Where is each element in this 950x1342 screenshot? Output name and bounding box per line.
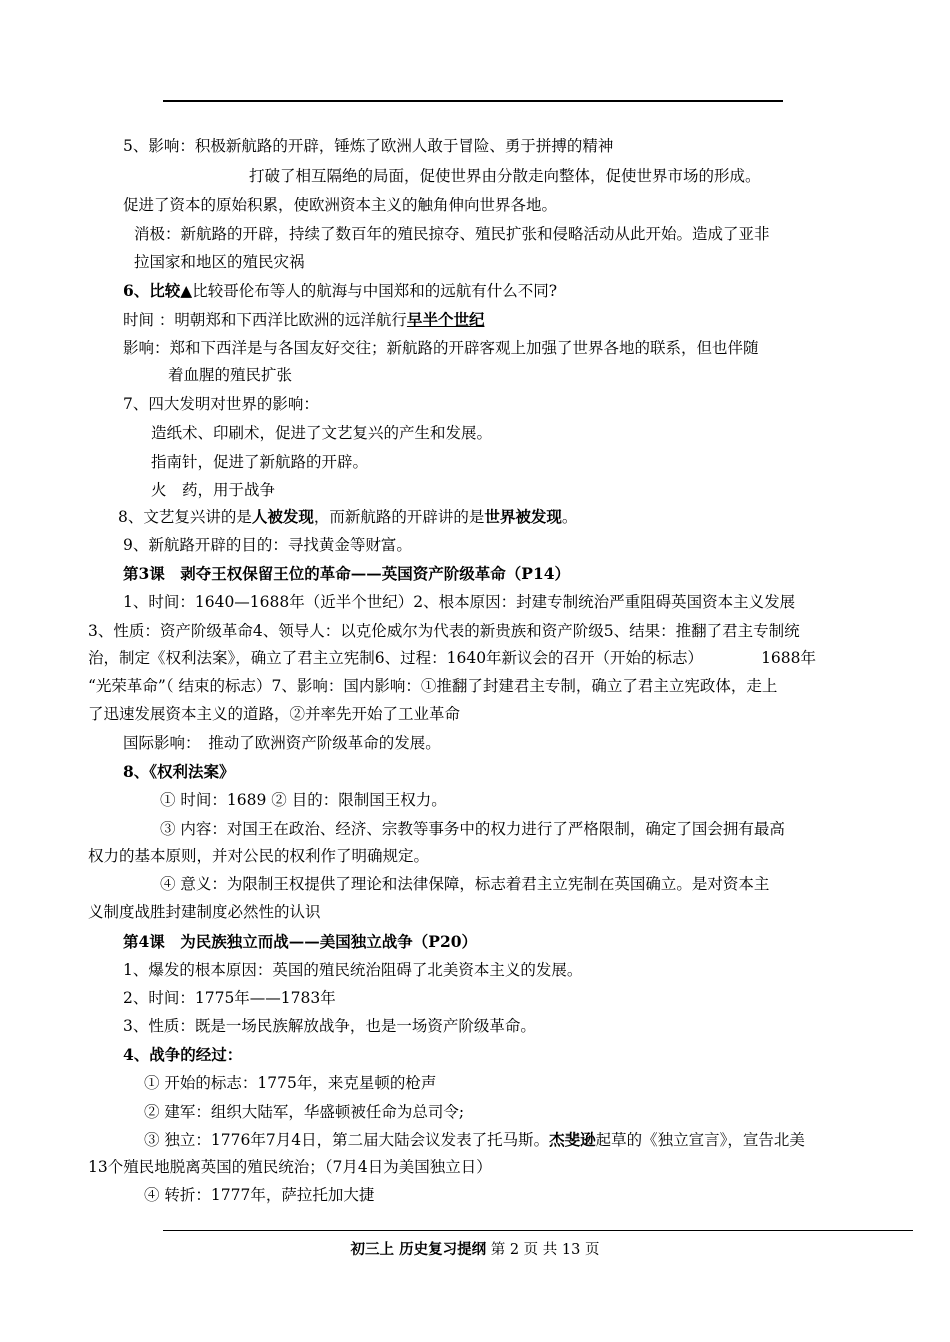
lesson-heading: 第4课 为民族独立而战——美国独立战争（P20）	[123, 932, 478, 951]
text-line: 13个殖民地脱离英国的殖民统治；（7月4日为美国独立日）	[88, 1158, 492, 1176]
footer-rule	[163, 1230, 913, 1231]
text-segment: 比较哥伦布等人的航海与中国郑和的远航有什么不同?	[192, 282, 558, 300]
footer-page-number: 第 2 页 共 13 页	[490, 1242, 600, 1258]
text-segment: 起草的《独立宣言》，宣告北美	[595, 1131, 805, 1149]
text-line: ① 时间：1689 ② 目的：限制国王权力。	[160, 791, 447, 809]
page-footer	[0, 1240, 950, 1260]
text-line: 打破了相互隔绝的局面，促使世界由分散走向整体，促使世界市场的形成。	[249, 167, 761, 185]
text-line: ④ 意义：为限制王权提供了理论和法律保障，标志着君主立宪制在英国确立。是对资本主	[160, 875, 770, 893]
text-line: 消极：新航路的开辟，持续了数百年的殖民掠夺、殖民扩张和侵略活动从此开始。造成了亚非	[134, 225, 770, 243]
text-segment: 1688年	[761, 649, 817, 667]
text-line: ① 开始的标志：1775年，来克星顿的枪声	[144, 1074, 437, 1092]
text-line: 5、影响：积极新航路的开辟，锤炼了欧洲人敢于冒险、勇于拼搏的精神	[123, 137, 614, 155]
text-line: 义制度战胜封建制度必然性的认识	[88, 903, 321, 921]
lesson-heading: 第3课 剥夺王权保留王位的革命——英国资产阶级革命（P14）	[123, 564, 571, 583]
text-line: 7、四大发明对世界的影响：	[123, 395, 319, 413]
header-rule	[163, 100, 783, 102]
text-line	[123, 310, 484, 330]
footer-title: 初三上 历史复习提纲	[350, 1241, 487, 1258]
text-segment: ，而新航路的开辟讲的是	[313, 508, 485, 526]
text-segment: 治，制定《权利法案》，确立了君主立宪制6、过程：1640年新议会的召开（开始的标志）	[88, 649, 704, 667]
text-line: 1、爆发的根本原因：英国的殖民统治阻碍了北美资本主义的发展。	[123, 961, 583, 979]
text-line: 国际影响： 推动了欧洲资产阶级革命的发展。	[123, 734, 441, 752]
text-line: 权力的基本原则，并对公民的权利作了明确规定。	[88, 847, 430, 865]
text-line: 9、新航路开辟的目的：寻找黄金等财富。	[123, 536, 412, 554]
text-line: ④ 转折：1777年，萨拉托加大捷	[144, 1186, 375, 1204]
section-heading: 4、战争的经过：	[123, 1045, 243, 1064]
text-segment: 8、文艺复兴讲的是	[118, 508, 252, 526]
text-line: 造纸术、印刷术，促进了文艺复兴的产生和发展。	[151, 424, 493, 442]
text-line: 着血腥的殖民扩张	[168, 366, 293, 384]
text-segment: 。	[561, 508, 578, 526]
text-segment: ③ 独立：1776年7月4日，第二届大陆会议发表了托马斯。	[144, 1131, 550, 1149]
text-line: 3、性质：既是一场民族解放战争，也是一场资产阶级革命。	[123, 1017, 536, 1035]
section-heading: 6、比较▲	[123, 281, 193, 300]
text-line	[144, 1130, 805, 1150]
text-line	[118, 507, 577, 527]
text-line: 影响：郑和下西洋是与各国友好交往；新航路的开辟客观上加强了世界各地的联系，但也伴随	[123, 339, 759, 357]
text-line: 指南针，促进了新航路的开辟。	[151, 453, 369, 471]
emphasis-text: 早半个世纪	[406, 310, 485, 329]
text-line: 火 药，用于战争	[151, 481, 276, 499]
text-line: 了迅速发展资本主义的道路，②并率先开始了工业革命	[88, 705, 461, 723]
emphasis-text: 人被发现	[251, 507, 314, 526]
text-line: 拉国家和地区的殖民灾祸	[134, 253, 305, 271]
text-line: 促进了资本的原始积累，使欧洲资本主义的触角伸向世界各地。	[123, 196, 558, 214]
text-line	[123, 281, 557, 301]
emphasis-text: 世界被发现	[484, 507, 562, 526]
text-line: 1、时间：1640—1688年（近半个世纪）2、根本原因：封建专制统治严重阻碍英国资本主义发展	[123, 593, 796, 611]
text-line: “光荣革命”（ 结束的标志）7、影响：国内影响：①推翻了封建君主专制，确立了君主立宪政体，走上	[88, 677, 778, 695]
text-line: 3、性质：资产阶级革命4、领导人：以克伦威尔为代表的新贵族和资产阶级5、结果：推翻了君主专制统	[88, 622, 800, 640]
text-line: 2、时间：1775年——1783年	[123, 989, 336, 1007]
text-line: ② 建军：组织大陆军，华盛顿被任命为总司令;	[144, 1103, 465, 1121]
section-heading: 8、《权利法案》	[123, 762, 235, 781]
text-line	[88, 648, 816, 668]
emphasis-text: 杰斐逊	[549, 1130, 596, 1149]
text-segment: 时间 ：明朝郑和下西洋比欧洲的远洋航行	[123, 311, 407, 329]
text-line: ③ 内容：对国王在政治、经济、宗教等事务中的权力进行了严格限制，确定了国会拥有最高	[160, 820, 785, 838]
